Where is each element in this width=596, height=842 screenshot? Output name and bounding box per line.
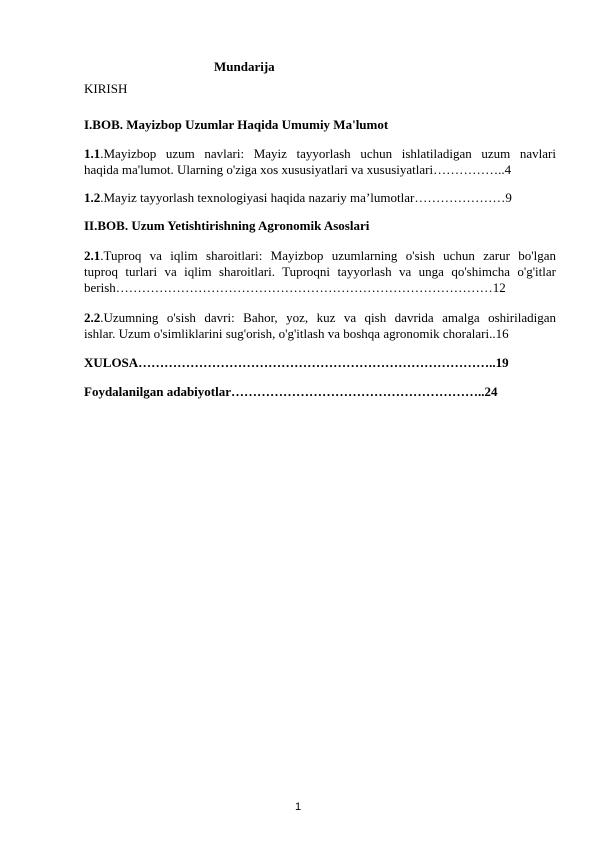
section-number: 1.1 bbox=[84, 146, 101, 161]
toc-entry-1-1-line1 bbox=[84, 146, 556, 162]
toc-intro: KIRISH bbox=[84, 81, 128, 96]
toc-entry-2-2 bbox=[84, 310, 556, 342]
toc-references: Foydalanilgan adabiyotlar…………………………………………………..24 bbox=[84, 384, 498, 399]
chapter1-heading: I.BOB. Mayizbop Uzumlar Haqida Umumiy Ma'lumot bbox=[84, 117, 389, 132]
entry-text: .Tuproq va iqlim sharoitlari: Mayizbop uzumlarning o'sish uchun zarur bo'lgan bbox=[100, 248, 556, 263]
toc-entry-2-2-line2: ishlar. Uzum o'simliklarini sug'orish, o'g'itlash va boshqa agronomik choralari..16 bbox=[84, 326, 509, 341]
toc-title: Mundarija bbox=[214, 59, 275, 74]
toc-entry-2-1-line2: tuproq turlari va iqlim sharoitlari. Tuproqni tayyorlash va unga qo'shimcha o'g'itlar bbox=[84, 264, 556, 279]
toc-entry-1-2 bbox=[84, 190, 556, 206]
toc-entry-2-1 bbox=[84, 248, 556, 296]
toc-entry-1-1-line2: haqida ma'lumot. Ularning o'ziga xos xususiyatlari va xususiyatlari……………..4 bbox=[84, 162, 512, 177]
toc-entry-1-1 bbox=[84, 146, 556, 178]
toc-entry-2-1-line3: berish……………………………………………………………………………12 bbox=[84, 280, 506, 295]
entry-text: .Mayiz tayyorlash texnologiyasi haqida nazariy ma’lumotlar…………………9 bbox=[100, 190, 512, 205]
section-number: 1.2 bbox=[84, 190, 101, 205]
page-number: 1 bbox=[294, 801, 302, 813]
entry-text: .Mayizbop uzum navlari: Mayiz tayyorlash uchun ishlatiladigan uzum navlari bbox=[100, 146, 556, 161]
section-number: 2.1 bbox=[84, 248, 101, 263]
section-number: 2.2 bbox=[84, 310, 101, 325]
toc-entry-2-2-line1 bbox=[84, 310, 556, 326]
chapter2-heading: II.BOB. Uzum Yetishtirishning Agronomik Asoslari bbox=[84, 218, 370, 233]
toc-conclusion: XULOSA………………………………………………………………………..19 bbox=[84, 355, 509, 370]
toc-entry-2-1-line1 bbox=[84, 248, 556, 264]
entry-text: .Uzumning o'sish davri: Bahor, yoz, kuz va qish davrida amalga oshiriladigan bbox=[100, 310, 556, 325]
